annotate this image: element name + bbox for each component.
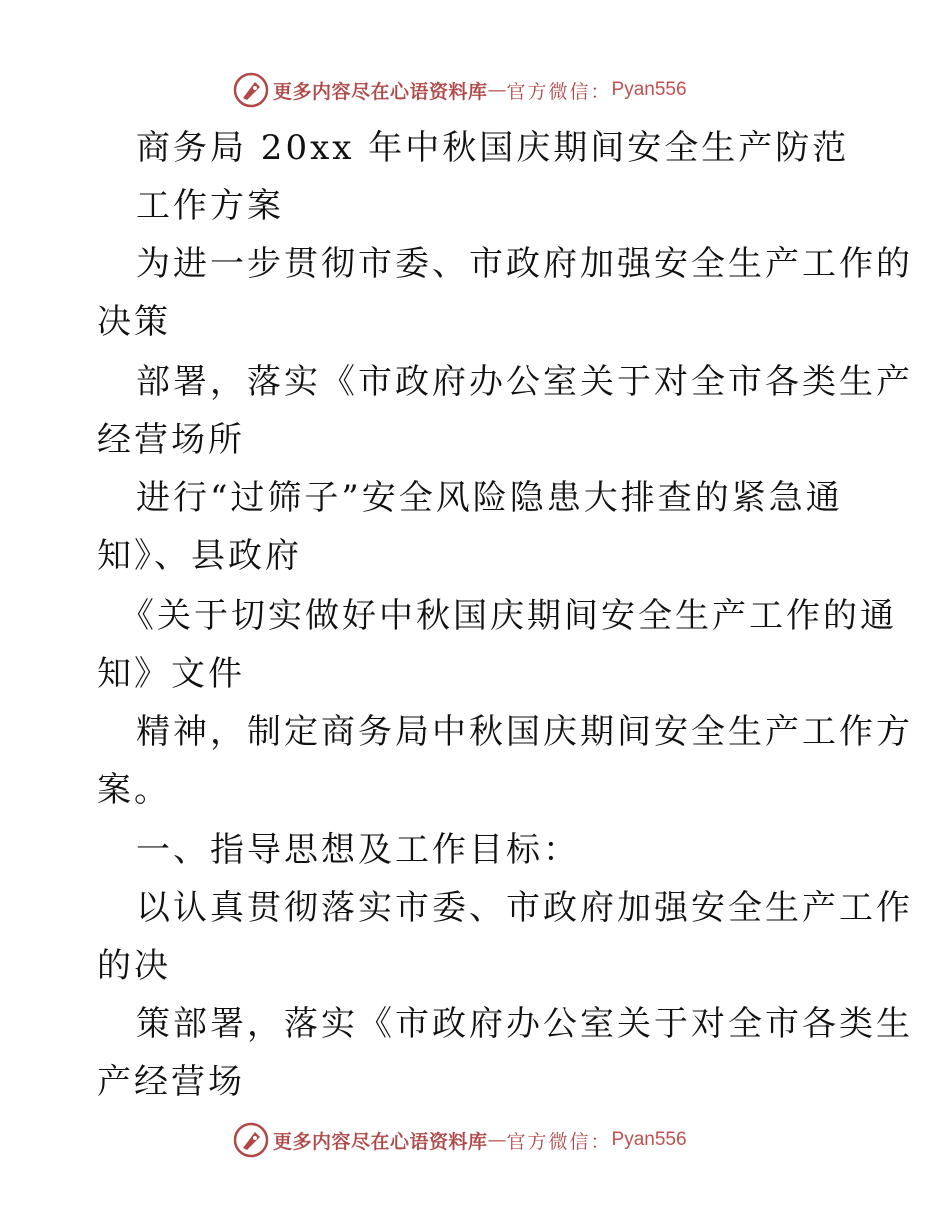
paragraph-line: 策部署，落实《市政府办公室关于对全市各类生 xyxy=(136,1004,913,1044)
pen-nib-logo-icon xyxy=(233,72,269,108)
paragraph-line: 产经营场 xyxy=(97,1062,245,1102)
paragraph-line: 以认真贯彻落实市委、市政府加强安全生产工作 xyxy=(136,888,913,928)
paragraph-line: 部署，落实《市政府办公室关于对全市各类生产 xyxy=(136,362,913,402)
paragraph-line: 为进一步贯彻市委、市政府加强安全生产工作的 xyxy=(136,244,913,284)
paragraph-line: 的决 xyxy=(97,946,171,986)
paragraph-line: 知》、县政府 xyxy=(97,536,302,576)
section-heading: 一、指导思想及工作目标： xyxy=(136,830,580,870)
paragraph-line: 进行“过筛子”安全风险隐患大排查的紧急通 xyxy=(136,478,843,518)
pen-nib-logo-icon xyxy=(233,1122,269,1158)
wechat-id: Pyan556 xyxy=(611,79,687,100)
paragraph-line: 《关于切实做好中秋国庆期间安全生产工作的通 xyxy=(120,596,897,636)
wechat-label: 官方微信： xyxy=(506,80,612,103)
site-name: 更多内容尽在心语资料库 xyxy=(273,1130,488,1153)
banner-separator: — xyxy=(487,79,507,101)
wechat-id: Pyan556 xyxy=(611,1129,687,1150)
footer-banner xyxy=(233,1121,687,1159)
banner-separator: — xyxy=(487,1129,507,1151)
header-banner xyxy=(233,71,687,109)
wechat-label: 官方微信： xyxy=(506,1130,612,1153)
paragraph-line: 决策 xyxy=(97,302,171,342)
paragraph-line: 案。 xyxy=(97,770,171,810)
doc-title-line-2: 工作方案 xyxy=(136,186,284,226)
site-name: 更多内容尽在心语资料库 xyxy=(273,80,488,103)
paragraph-line: 经营场所 xyxy=(97,420,245,460)
paragraph-line: 精神，制定商务局中秋国庆期间安全生产工作方 xyxy=(136,712,913,752)
paragraph-line: 知》文件 xyxy=(97,654,245,694)
doc-title-line-1: 商务局 20xx 年中秋国庆期间安全生产防范 xyxy=(136,128,850,168)
